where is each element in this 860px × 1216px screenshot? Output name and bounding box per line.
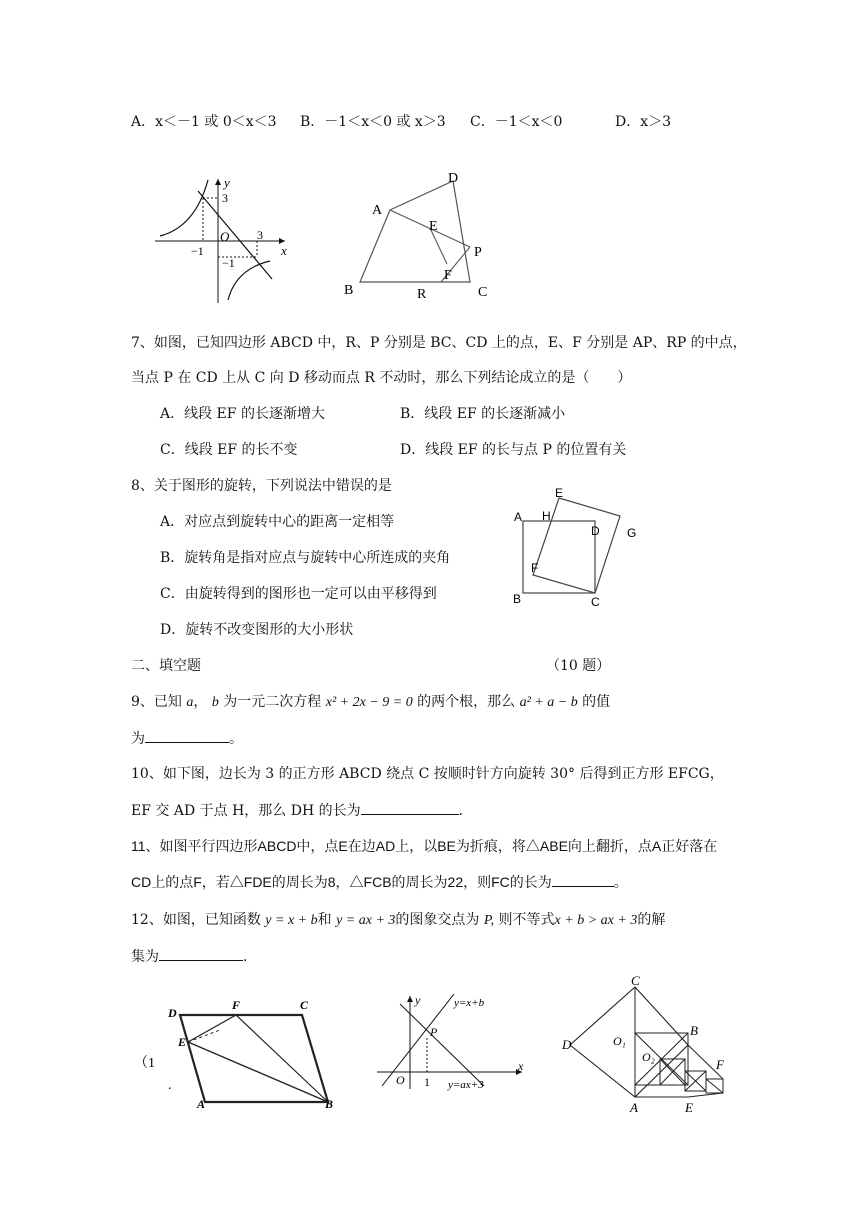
section-title: 二、填空题 [131, 658, 201, 674]
q9-end: 的值 [582, 694, 611, 710]
q8-label-D: D [591, 524, 600, 538]
q9-var-a: a [186, 695, 194, 710]
q10-line2-end: . [458, 803, 464, 819]
q7-label-A: A [372, 203, 383, 218]
q13-label-D: D [562, 1037, 572, 1052]
q6-origin-label: O [220, 229, 230, 244]
q9-mid2: 的两个根，那么 [417, 694, 516, 710]
q9-mid: 为一元二次方程 [223, 694, 322, 710]
q10-answer-blank[interactable] [361, 800, 459, 815]
q11-dot-mark: . [168, 1078, 172, 1093]
q11-label-B: B [325, 1097, 334, 1111]
q8-option-b: B．旋转角是指对应点与旋转中心所连成的夹角 [160, 550, 451, 566]
q8-option-c: C．由旋转得到的图形也一定可以由平移得到 [160, 586, 437, 602]
q8-option-d: D．旋转不改变图形的大小形状 [160, 622, 354, 638]
q11-line2-end: 。 [613, 874, 628, 890]
q12-line2-label: y=ax+3 [448, 1079, 484, 1091]
q13-label-F: F [716, 1057, 724, 1072]
q8-option-a: A．对应点到旋转中心的距离一定相等 [160, 514, 395, 530]
q11-line2-prefix: CD上的点F，若△FDE的周长为8，△FCB的周长为22，则FC的长为 [131, 874, 552, 890]
q13-label-O2: O₂ [642, 1050, 655, 1064]
q6-tick-x-neg: −1 [191, 244, 204, 258]
q6-function-graph [150, 175, 290, 305]
q11-label-F: F [232, 998, 241, 1012]
q12-y-axis-label: y [415, 993, 421, 1007]
q13-label-C: C [631, 973, 640, 988]
q6-option-d: D．x＞3 [615, 114, 672, 130]
q6-tick-y-neg: −1 [222, 256, 235, 270]
q13-label-B: B [690, 1023, 698, 1038]
q11-label-D: D [168, 1006, 177, 1020]
q9-equation: x² + 2x − 9 = 0 [325, 695, 413, 710]
q7-label-D: D [448, 171, 459, 186]
q7-label-C: C [478, 285, 488, 300]
q8-label-A: A [514, 510, 523, 524]
q13-label-O1: O₁ [613, 1034, 626, 1048]
q7-label-R: R [417, 287, 427, 302]
q11-line1: 11、如图平行四边形ABCD中，点E在边AD上，以BE为折痕，将△ABE向上翻折，点A正好落在 [131, 838, 718, 854]
q7-option-a: A．线段 EF 的长逐渐增大 [160, 406, 325, 422]
q7-stem-line2: 当点 P 在 CD 上从 C 向 D 移动而点 R 不动时，那么下列结论成立的是（ ） [131, 370, 632, 386]
q12-mid: 的图象交点为 [395, 912, 480, 928]
q7-quadrilateral-figure [340, 170, 510, 305]
q8-label-F: F [531, 561, 539, 575]
q12-point-P-label: P [430, 1025, 438, 1039]
q10-line2 [131, 800, 463, 821]
q11-label-C: C [300, 998, 309, 1012]
q9-line2-prefix: 为 [131, 731, 145, 747]
q9-line2 [131, 728, 243, 749]
q9-answer-blank[interactable] [145, 728, 229, 743]
q12-linear-graph [372, 992, 532, 1092]
q12-and: 和 [317, 912, 332, 928]
q12-x-axis-label: x [518, 1059, 524, 1073]
q11-side-mark: （1 [134, 1056, 155, 1071]
q8-label-G: G [627, 526, 637, 540]
q12-line2 [131, 946, 247, 967]
q7-label-E: E [429, 219, 438, 234]
q6-tick-y-pos: 3 [222, 191, 228, 205]
q12-inequality: x + b > ax + 3 [554, 913, 638, 928]
q10-line1: 10、如下图，边长为 3 的正方形 ABCD 绕点 C 按顺时针方向旋转 30° 后得到正方形 EFCG， [131, 766, 724, 782]
q9-var-b: b [211, 695, 219, 710]
q12-answer-blank[interactable] [159, 946, 243, 961]
q12-line1 [131, 910, 665, 931]
q13-label-A: A [630, 1100, 638, 1115]
q6-y-axis-label: y [224, 175, 230, 190]
q12-point-P: P, [483, 913, 495, 928]
q12-mid2: 则不等式 [498, 912, 555, 928]
q8-label-C: C [591, 595, 600, 609]
q7-label-F: F [444, 268, 452, 283]
q12-function2: y = ax + 3 [336, 913, 396, 928]
q10-line2-prefix: EF 交 AD 于点 H，那么 DH 的长为 [131, 803, 361, 819]
q12-line2-end: . [243, 949, 248, 965]
q6-option-c: C．－1＜x＜0 [470, 114, 563, 130]
q8-rotated-square-figure [505, 485, 645, 610]
q6-x-axis-label: x [281, 243, 287, 258]
q12-prefix: 12、如图，已知函数 [131, 912, 261, 928]
q12-origin-label: O [396, 1073, 405, 1087]
section-note: （10 题） [546, 658, 611, 674]
q7-stem-line1: 7、如图，已知四边形 ABCD 中，R、P 分别是 BC、CD 上的点，E、F 分别是 AP、RP 的中点， [131, 335, 747, 351]
q9-line2-end: 。 [229, 731, 243, 747]
q6-tick-x-pos: 3 [257, 228, 263, 242]
q13-label-E: E [685, 1100, 693, 1115]
q7-option-b: B．线段 EF 的长逐渐减小 [400, 406, 566, 422]
q8-label-E: E [555, 486, 564, 500]
q13-nested-squares-figure [560, 975, 740, 1115]
q7-label-P: P [474, 245, 482, 260]
q8-label-H: H [542, 509, 551, 523]
q9-prefix: 9、已知 [131, 694, 182, 710]
q11-parallelogram-figure [130, 995, 350, 1110]
q7-option-c: C．线段 EF 的长不变 [160, 442, 298, 458]
q7-label-B: B [344, 283, 354, 298]
q8-stem: 8、关于图形的旋转，下列说法中错误的是 [131, 478, 392, 494]
q11-answer-blank[interactable] [552, 872, 614, 887]
q11-label-A: A [197, 1097, 206, 1111]
q9-expression: a² + a − b [519, 695, 578, 710]
q6-option-a: A．x＜－1 或 0＜x＜3 [131, 114, 277, 130]
q12-function1: y = x + b [265, 913, 318, 928]
q12-tick-one: 1 [424, 1075, 430, 1089]
q9-line1: 9、已知 a， b 为一元二次方程 x² + 2x − 9 = 0 的两个根，那么 a² + a − b 的值 [131, 694, 611, 710]
q7-option-d: D．线段 EF 的长与点 P 的位置有关 [400, 442, 627, 458]
q12-line1-label: y=x+b [454, 997, 485, 1009]
q6-option-b: B．－1＜x＜0 或 x＞3 [300, 114, 446, 130]
q11-line2 [131, 872, 628, 892]
q11-label-E: E [178, 1035, 187, 1049]
q12-end: 的解 [637, 912, 666, 928]
q8-label-B: B [513, 592, 522, 606]
q12-line2-prefix: 集为 [131, 949, 159, 965]
